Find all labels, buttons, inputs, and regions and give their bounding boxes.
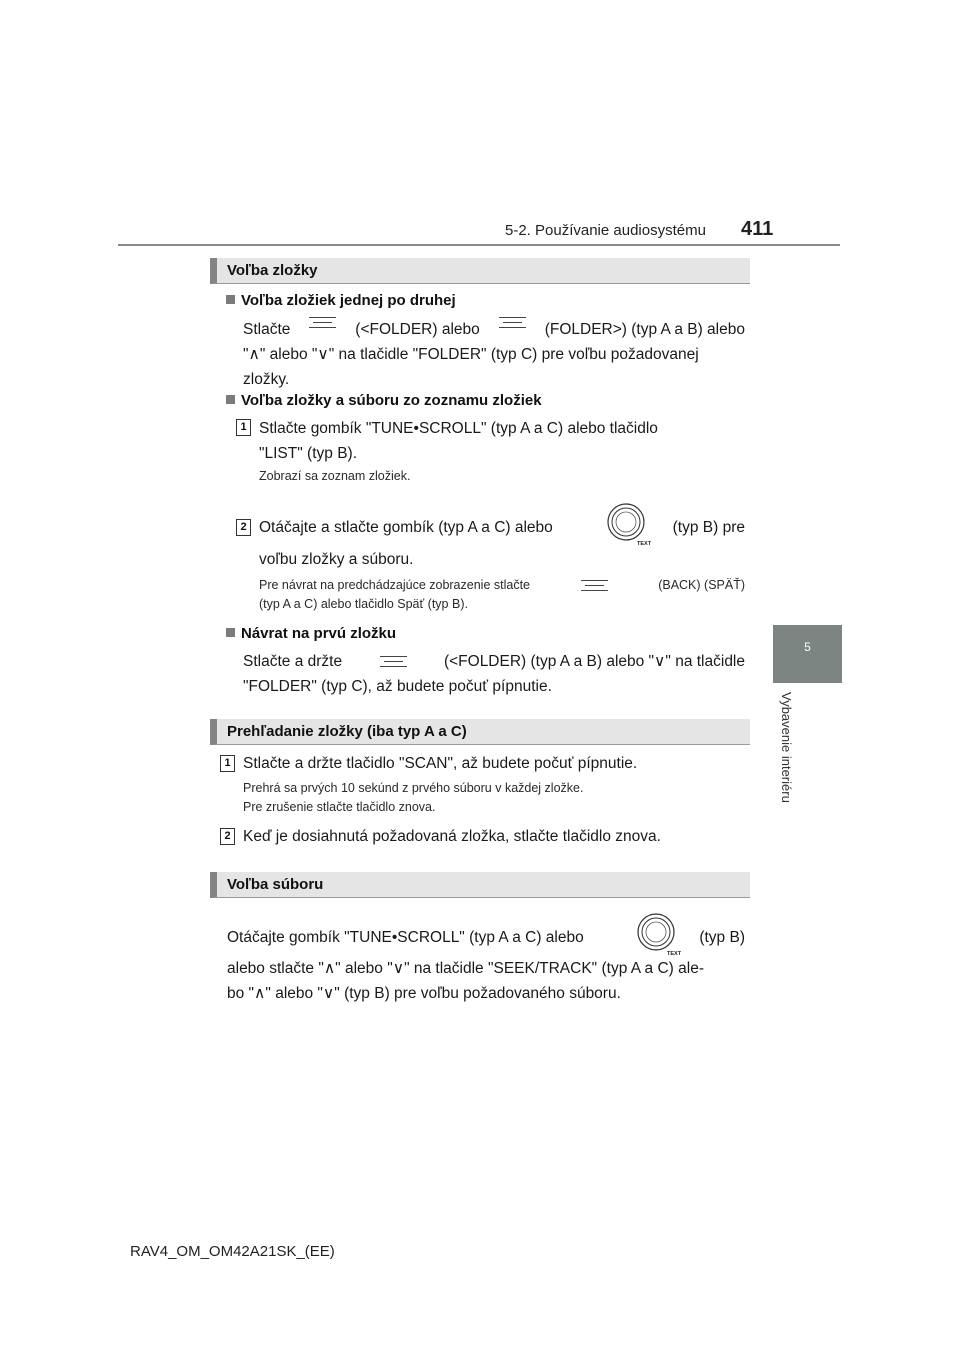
step-number-2: 2: [236, 519, 251, 536]
text-fragment: Stlačte a držte: [243, 653, 343, 670]
step-note-back: [259, 576, 745, 614]
button-icon: [499, 317, 526, 328]
note-line: Pre zrušenie stlačte tlačidlo znova.: [243, 800, 436, 814]
tune-knob-icon: [636, 912, 682, 958]
paragraph-folder-one-by-one: [243, 317, 745, 392]
subheading-folder-one-by-one: [226, 292, 456, 309]
text-fragment: Stlačte: [243, 321, 291, 338]
chapter-tab: [773, 625, 842, 683]
note-line: (typ A a C) alebo tlačidlo Späť (typ B).: [259, 597, 468, 611]
text-fragment: (<FOLDER) alebo: [355, 321, 480, 338]
button-icon: [380, 656, 407, 667]
step-number-1: 1: [220, 755, 235, 772]
para-line: "FOLDER" (typ C), až budete počuť pípnutie.: [243, 678, 552, 695]
text-fragment: Otáčajte gombík "TUNE•SCROLL" (typ A a C) alebo: [227, 929, 584, 946]
step-note: Zobrazí sa zoznam zložiek.: [259, 469, 411, 483]
text-fragment: (FOLDER>) (typ A a B) alebo: [544, 321, 745, 338]
section-heading-file-select: [210, 872, 750, 898]
section-header: 5-2. Používanie audiosystému: [505, 222, 706, 239]
step-text: [259, 416, 745, 466]
note-line: Prehrá sa prvých 10 sekúnd z prvého súboru v každej zložke.: [243, 781, 584, 795]
para-line: [243, 317, 745, 342]
text-fragment: (BACK) (SPÄŤ): [658, 578, 745, 592]
square-bullet-icon: [226, 628, 235, 637]
knob-label: TEXT: [637, 541, 652, 547]
para-line: [259, 515, 745, 540]
para-line: "∧" alebo "∨" na tlačidle "FOLDER" (typ C) pre voľbu požadovanej: [243, 346, 699, 363]
knob-label: TEXT: [667, 951, 682, 957]
section-title: Prehľadanie zložky (iba typ A a C): [227, 723, 467, 740]
step-text: [259, 515, 745, 540]
text-fragment: Otáčajte a stlačte gombík (typ A a C) alebo: [259, 519, 553, 536]
para-line: zložky.: [243, 371, 290, 388]
square-bullet-icon: [226, 395, 235, 404]
para-line: Stlačte gombík "TUNE•SCROLL" (typ A a C) alebo tlačidlo: [259, 420, 658, 437]
chapter-number: 5: [804, 640, 811, 654]
subheading-text: Voľba zložiek jednej po druhej: [241, 292, 456, 309]
step-number-1: 1: [236, 419, 251, 436]
step-text-line2: voľbu zložky a súboru.: [259, 551, 414, 568]
text-fragment: Pre návrat na predchádzajúce zobrazenie stlačte: [259, 578, 530, 592]
step-note: [243, 779, 583, 817]
document-code: RAV4_OM_OM42A21SK_(EE): [130, 1243, 335, 1260]
text-fragment: (typ B) pre: [672, 519, 745, 536]
paragraph-file-select-cont: [227, 956, 745, 1006]
section-title: Voľba zložky: [227, 262, 318, 279]
header-divider: [118, 244, 840, 246]
text-fragment: (<FOLDER) (typ A a B) alebo "∨" na tlačidle: [443, 653, 745, 670]
subheading-text: Voľba zložky a súboru zo zoznamu zložiek: [241, 392, 542, 409]
step-text: Stlačte a držte tlačidlo "SCAN", až budete počuť pípnutie.: [243, 755, 638, 772]
subheading-text: Návrat na prvú zložku: [241, 625, 397, 642]
page-number: 411: [741, 218, 774, 240]
subheading-folder-from-list: [226, 392, 542, 409]
paragraph-first-folder: [243, 649, 745, 699]
chapter-label-wrap: [778, 692, 798, 822]
subheading-first-folder: [226, 625, 396, 642]
step-text: Keď je dosiahnutá požadovaná zložka, stlačte tlačidlo znova.: [243, 828, 661, 845]
note-line: [259, 576, 745, 595]
section-heading-folder-select: [210, 258, 750, 284]
chapter-label: Vybavenie interiéru: [779, 692, 794, 803]
para-line: bo "∧" alebo "∨" (typ B) pre voľbu požadovaného súboru.: [227, 985, 621, 1002]
square-bullet-icon: [226, 295, 235, 304]
section-heading-folder-scan: [210, 719, 750, 745]
back-button-icon: [581, 580, 608, 591]
step-number-2: 2: [220, 828, 235, 845]
section-title: Voľba súboru: [227, 876, 324, 893]
text-fragment: (typ B): [699, 929, 745, 946]
button-icon: [309, 317, 336, 328]
para-line: alebo stlačte "∧" alebo "∨" na tlačidle "SEEK/TRACK" (typ A a C) ale-: [227, 960, 704, 977]
tune-knob-icon: [606, 502, 652, 548]
para-line: "LIST" (typ B).: [259, 445, 357, 462]
para-line: [243, 649, 745, 674]
